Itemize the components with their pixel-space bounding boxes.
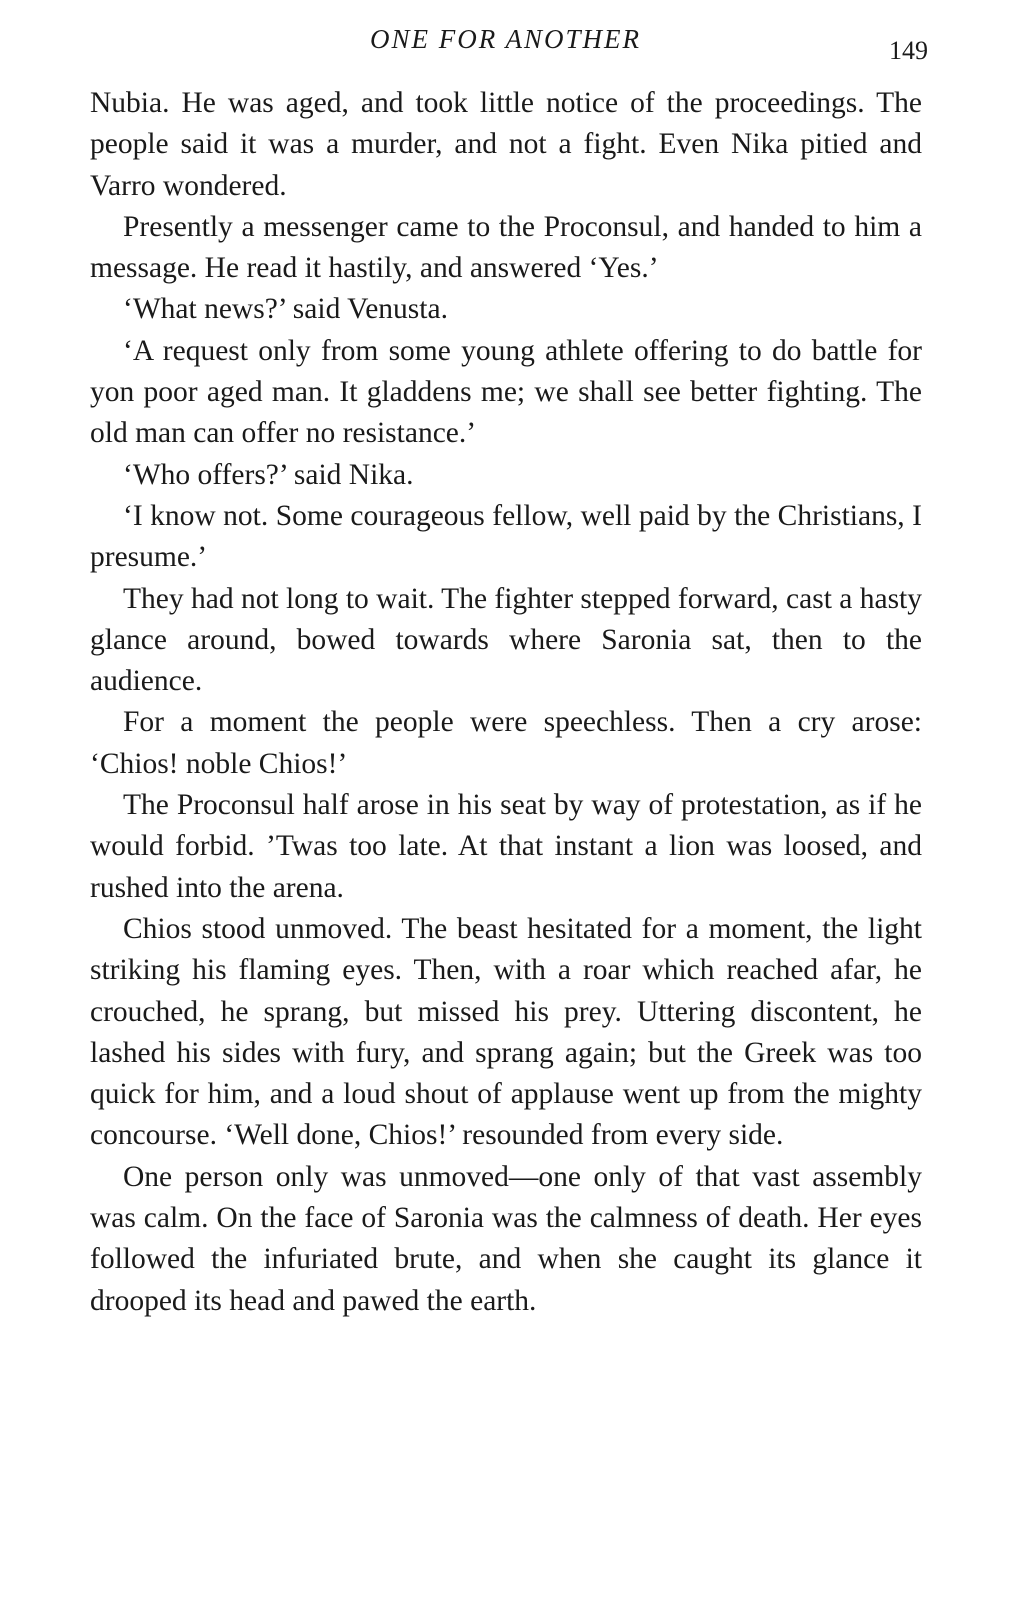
paragraph-continued: Nubia. He was aged, and took little notice of the proceedings. The people said it was a murder, and not a fight. Even Nika pitied and Varro wondered. (90, 87, 922, 202)
paragraph: ‘Who offers?’ said Nika. (123, 458, 414, 491)
body-text (90, 83, 922, 1322)
paragraph: One person only was unmoved—one only of that vast assembly was calm. On the face of Saronia was the calmness of death. Her eyes followed the infuriated brute, and when she caught its glance it drooped its head and pawed the earth. (90, 1160, 922, 1317)
paragraph: Presently a messenger came to the Proconsul, and handed to him a message. He read it hastily, and answered ‘Yes.’ (90, 210, 922, 285)
paragraph: ‘A request only from some young athlete offering to do battle for yon poor aged man. It gladdens me; we shall see better fighting. The old man can offer no resistance.’ (90, 334, 922, 450)
paragraph: ‘What news?’ said Venusta. (123, 293, 448, 326)
paragraph: For a moment the people were speechless. Then a cry arose: ‘Chios! noble Chios!’ (90, 706, 922, 780)
running-head (0, 24, 1011, 64)
paragraph: Chios stood unmoved. The beast hesitated for a moment, the light striking his flaming eyes. Then, with a roar which reached afar, he crouched, he sprang, but missed his prey. Uttering discontent, he lashed his sides with fury, and sprang again; but the Greek was too quick for him, and a loud shout of applause went up from the mighty concourse. ‘Well done, Chios!’ resounded from every side. (90, 912, 922, 1152)
running-title: ONE FOR ANOTHER (370, 24, 641, 54)
paragraph: They had not long to wait. The fighter stepped forward, cast a hasty glance around, bowed towards where Saronia sat, then to the audience. (90, 582, 923, 698)
paragraph: ‘I know not. Some courageous fellow, well paid by the Christians, I presume.’ (90, 499, 922, 574)
paragraph: The Proconsul half arose in his seat by way of protestation, as if he would forbid. ’Twas too late. At that instant a lion was loosed, and rushed into the arena. (90, 789, 922, 904)
page-number: 149 (889, 36, 928, 65)
